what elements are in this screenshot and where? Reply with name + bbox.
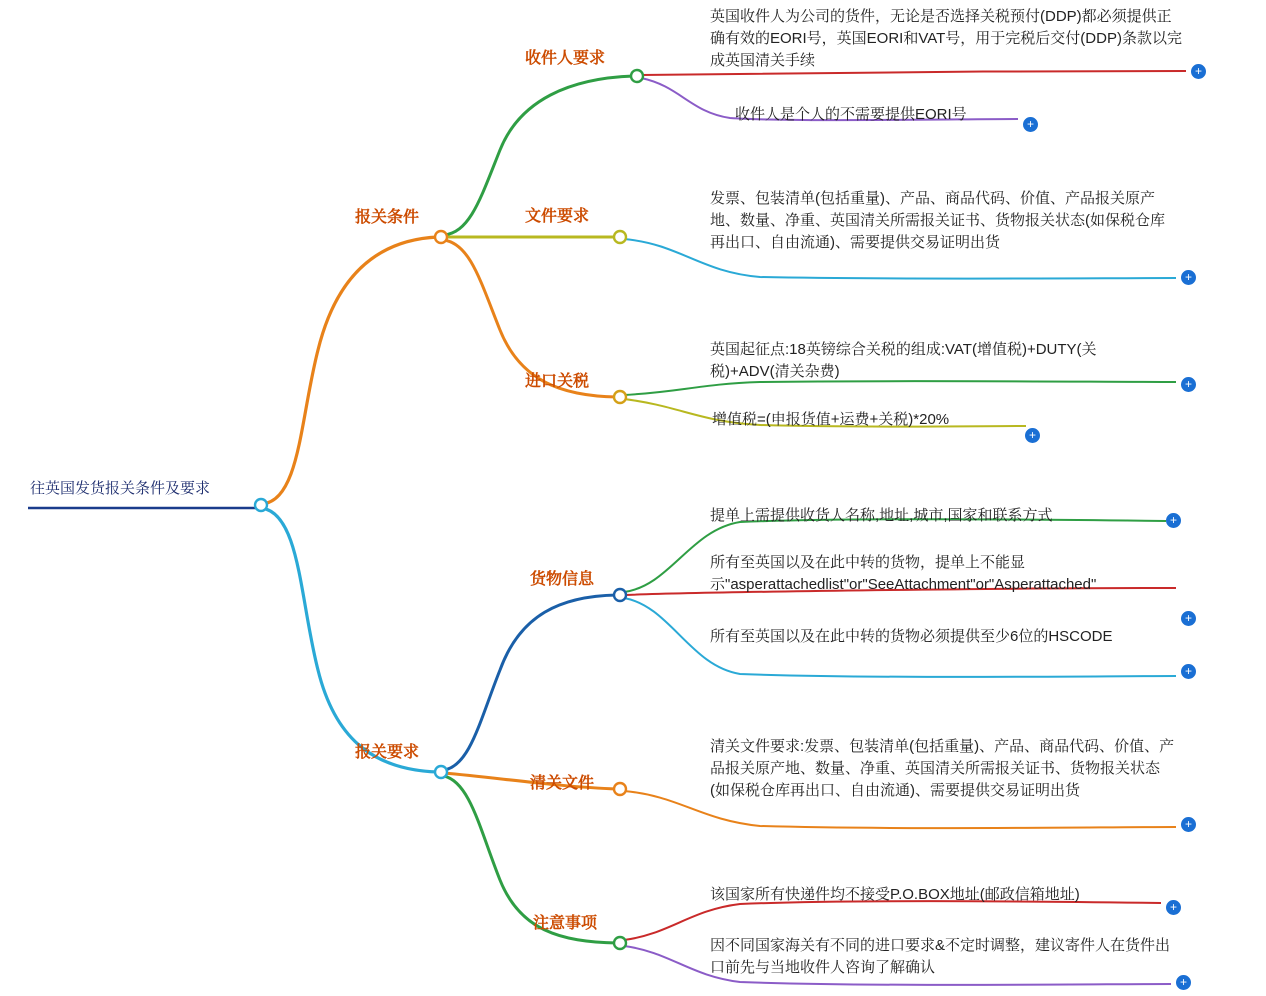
leaf-documents-required[interactable]: 发票、包装清单(包括重量)、产品、商品代码、价值、产品报关原产地、数量、净重、英国清关所需报关证书、货物报关状态(如保税仓库再出口、自由流通)、需要提供交易证明出货 — [710, 190, 1165, 251]
topic-label-jinkou-guanshui[interactable]: 进口关税 — [525, 373, 590, 390]
branch-label-baoguan-yaoqiu[interactable]: 报关要求 — [355, 744, 420, 761]
branch-label-baoguan-tiaojian[interactable]: 报关条件 — [355, 209, 420, 226]
leaf-hscode-6[interactable]: 所有至英国以及在此中转的货物必须提供至少6位的HSCODE — [710, 628, 1113, 645]
expand-icon-documents-required[interactable]: + — [1181, 270, 1196, 285]
expand-icon-no-as-attached[interactable]: + — [1181, 611, 1196, 626]
expand-icon-clearance-docs[interactable]: + — [1181, 817, 1196, 832]
leaf-eori-personal[interactable]: 收件人是个人的不需要提供EORI号 — [735, 106, 967, 123]
leaf-tax-threshold[interactable]: 英国起征点:18英镑综合关税的组成:VAT(增值税)+DUTY(关税)+ADV(清关杂费) — [710, 341, 1097, 380]
topic-label-wenjian-yaoqiu[interactable]: 文件要求 — [525, 208, 590, 225]
leaf-no-pobox[interactable]: 该国家所有快递件均不接受P.O.BOX地址(邮政信箱地址) — [710, 886, 1080, 903]
topic-label-huowu-xinxi[interactable]: 货物信息 — [530, 571, 595, 588]
expand-icon-eori-personal[interactable]: + — [1023, 117, 1038, 132]
leaf-bl-consignee[interactable]: 提单上需提供收货人名称,地址,城市,国家和联系方式 — [710, 507, 1053, 524]
topic-label-shoujianren-yaoqiu[interactable]: 收件人要求 — [525, 50, 606, 67]
expand-icon-tax-threshold[interactable]: + — [1181, 377, 1196, 392]
leaf-no-as-attached[interactable]: 所有至英国以及在此中转的货物，提单上不能显示"asperattachedlist"or"SeeAttachment"or"Asperattached" — [710, 554, 1097, 593]
expand-icon-customs-vary[interactable]: + — [1176, 975, 1191, 990]
expand-icon-no-pobox[interactable]: + — [1166, 900, 1181, 915]
leaf-customs-vary[interactable]: 因不同国家海关有不同的进口要求&不定时调整，建议寄件人在货件出口前先与当地收件人咨询了解确认 — [710, 937, 1171, 976]
mindmap-root-node[interactable]: 往英国发货报关条件及要求 — [30, 480, 211, 497]
topic-label-qingguan-wenjian[interactable]: 清关文件 — [530, 775, 595, 792]
leaf-vat-formula[interactable]: 增值税=(申报货值+运费+关税)*20% — [712, 411, 950, 428]
topic-label-zhuyi-shixiang[interactable]: 注意事项 — [533, 915, 598, 932]
expand-icon-vat-formula[interactable]: + — [1025, 428, 1040, 443]
expand-icon-bl-consignee[interactable]: + — [1166, 513, 1181, 528]
leaf-clearance-docs[interactable]: 清关文件要求:发票、包装清单(包括重量)、产品、商品代码、价值、产品报关原产地、数量、净重、英国清关所需报关证书、货物报关状态(如保税仓库再出口、自由流通)、需要提供交易证明出货 — [710, 738, 1175, 799]
leaf-eori-company[interactable]: 英国收件人为公司的货件，无论是否选择关税预付(DDP)都必须提供正确有效的EORI号，英国EORI和VAT号，用于完税后交付(DDP)条款以完成英国清关手续 — [710, 8, 1182, 69]
expand-icon-hscode-6[interactable]: + — [1181, 664, 1196, 679]
expand-icon-eori-company[interactable]: + — [1191, 64, 1206, 79]
